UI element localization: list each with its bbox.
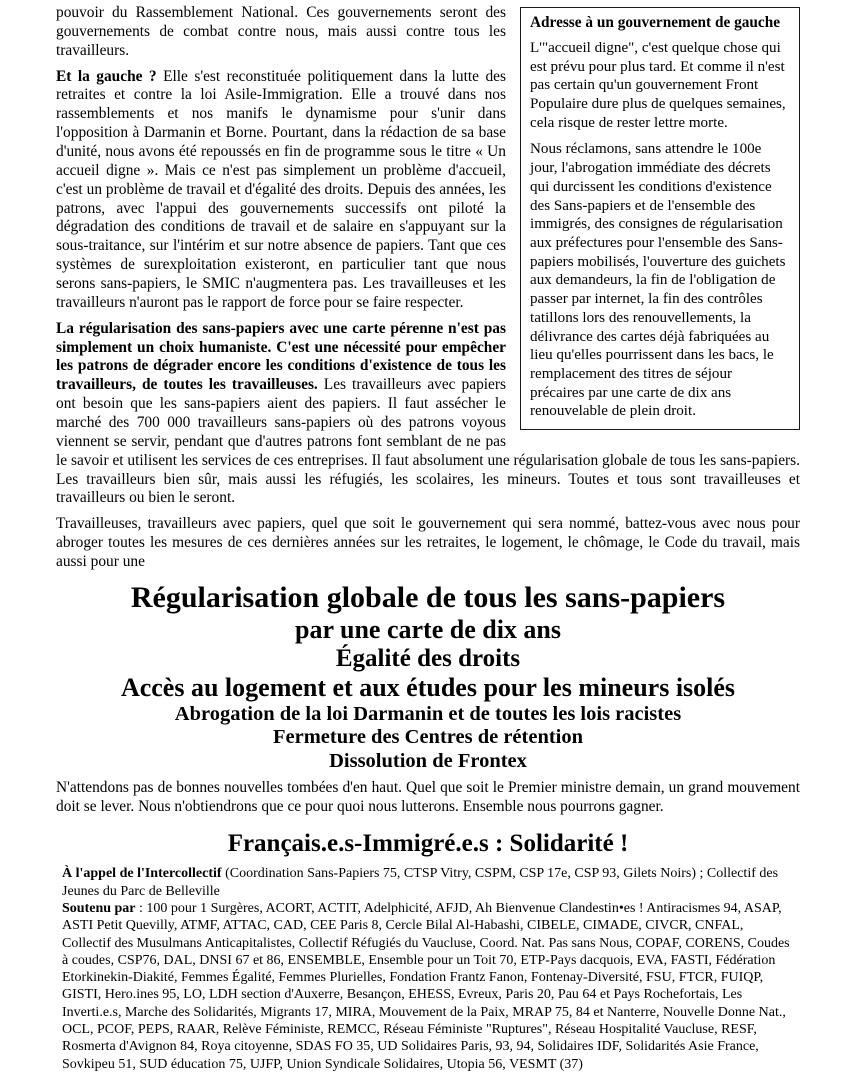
slogan-3: Égalité des droits [335, 644, 521, 672]
final-heading: Français.e.s-Immigré.e.s : Solidarité ! [227, 829, 629, 857]
body-paragraph-4: Travailleuses, travailleurs avec papiers, quel que soit le gouvernement qui sera nommé, battez-vous avec nous pour abroger toutes les mesures de ces dernières années sur les retraites, le logement, le chômage, le Code du travail, mais aussi pour une [56, 515, 800, 571]
signatories-block [56, 865, 800, 1072]
call-rest: (Coordination Sans-Papiers 75, CTSP Vitry, CSPM, CSP 17e, CSP 93, Gilets Noirs) ; Collectif des Jeunes du Parc de Belleville [62, 866, 779, 899]
callout-title: Adresse à un gouvernement de gauche [530, 14, 780, 31]
support-rest: : 100 pour 1 Surgères, ACORT, ACTIT, Adelphicité, AFJD, Ah Bienvenue Clandestin•es ! Antiracismes 94, ASAP, ASTI Petit Quevilly, ATMF, ATTAC, CAD, CEE Paris 8, Cercle Bilal Al-Habashi, CIBELE, CIMADE, CIVCR, CNFAL, Collectif des Musulmans Anticapitalistes, Collectif Réfugiés du Vaucluse, Coord. Nat. Pas sans Nous, COPAF, CORENS, Coudes à coudes, CSP76, DAL, DNSI 67 et 86, ENSEMBLE, Ensemble pour un Toit 70, ETP-Pays dacquois, EVA, FASTI, Fédération Etorkinekin-Diakité, Femmes Égalité, Femmes Plurielles, Fondation Frantz Fanon, Fontenay-Diversité, FSU, FTCR, FUIQP, GISTI, Hero.ines 95, LO, LDH section d'Auxerre, Besançon, EHESS, Evreux, Paris 20, Pau 64 et Pays Rochefortais, Les Inverti.e.s, Marche des Solidarités, Migrants 17, MIRA, Mouvement de la Paix, MRAP 75, 84 et Nanterre, Nouvelle Donne Nat., OCL, PCOF, PEPS, RAAR, Relève Féministe, REMCC, Réseau Féministe "Ruptures", Réseau Hospitalité Vaucluse, RESF, Rosmerta d'Avignon 84, Roya citoyenne, SDAS FO 35, UD Solidaires Paris, 93, 94, Solidaires IDF, Solidarités Asie France, Sovkipeu 51, SUD éducation 75, UJFP, Union Syndicale Solidaires, Utopia 56, VESMT (37) [62, 900, 790, 1072]
slogan-4: Accès au logement et aux études pour les mineurs isolés [120, 673, 736, 703]
callout-paragraph-1: L'"accueil digne", c'est quelque chose qui est prévu pour plus tard. Et comme il n'est pas certain qu'un gouvernement Front Populaire dure plus de quelques semaines, cela risque de rester lettre morte. [530, 39, 786, 131]
callout-paragraph-2: Nous réclamons, sans attendre le 100e jour, l'abrogation immédiate des décrets qui durcissent les conditions d'existence des Sans-papiers et de l'ensemble des immigrés, des consignes de régularisation aux préfectures pour l'ensemble des Sans-papiers mobilisés, l'ouverture des guichets aux demandeurs, la fin de l'obligation de passer par internet, la fin des contrôles tatillons lors des renouvellements, la délivrance des cartes déjà fabriquées au lieu qu'elles pourrissent dans les bacs, le remplacement des titres de séjour précaires par une carte de dix ans renouvelable de plein droit. [530, 141, 786, 420]
body-paragraph-2-rest: Elle s'est reconstituée politiquement dans la lutte des retraites et contre la loi Asile-Immigration. Elle a trouvé dans nos rassemblements et nos manifs le dynamisme pour s'unir dans l'opposition à Darmanin et Borne. Pourtant, dans la rédaction de sa base d'unité, nous avons été repoussés en fin de programme sous le titre « Un accueil digne ». Mais ce n'est pas simplement un problème d'accueil, c'est un problème de travail et d'égalité des droits. Depuis des années, les patrons, avec l'appui des gouvernements successifs ont piloté la dégradation des conditions de travail et de salaire en s'appuyant sur la sous-traitance, sur l'intérim et sur notre absence de papiers. Tant que ces systèmes de surexploitation existeront, en particulier tant que nous serons sans-papiers, le SMIC n'augmentera pas. Les travailleuses et les travailleurs n'auront pas le rapport de force pour se faire respecter. [56, 67, 506, 311]
body-paragraph-2-lead: Et la gauche ? [56, 67, 157, 85]
slogan-list [56, 581, 800, 773]
support-line [62, 900, 792, 1073]
slogan-2: par une carte de dix ans [294, 615, 562, 645]
slogan-1: Régularisation globale de tous les sans-papiers [130, 580, 726, 614]
slogan-5: Abrogation de la loi Darmanin et de toutes les lois racistes [174, 702, 682, 725]
call-line [62, 865, 792, 900]
closing-paragraph-block [56, 779, 800, 817]
body-paragraph-1: pouvoir du Rassemblement National. Ces gouvernements seront des gouvernements de combat contre nous, mais aussi contre tous les travailleurs. [56, 4, 506, 59]
body-paragraph-3-lead: La régularisation des sans-papiers avec une carte pérenne n'est pas simplement un choix humaniste. C'est une nécessité pour empêcher les patrons de dégrader encore les conditions d'existence de tous les travailleurs, de toutes les travailleuses. [56, 319, 506, 394]
slogan-7: Dissolution de Frontex [329, 749, 527, 772]
call-lead: À l'appel de l'Intercollectif [62, 866, 222, 882]
support-lead: Soutenu par [62, 900, 136, 916]
callout-box [520, 7, 800, 430]
body-paragraph-3-rest: Les travailleurs avec papiers ont besoin que les sans-papiers aient des papiers. Il faut assécher le marché des 700 000 travailleurs sans-papiers où des patrons voyous viennent se servir, pendant que d'autres patrons font semblant de ne pas le savoir et utilisent les services de ces entreprises. Il faut absolument une régularisation globale de tous les sans-papiers. Les travailleurs bien sûr, mais aussi les réfugiés, les scolaires, les mineurs. Toutes et tous sont travailleuses et travailleurs ou bien le seront. [56, 376, 800, 507]
slogan-6: Fermeture des Centres de rétention [272, 726, 584, 749]
body-paragraph-5: N'attendons pas de bonnes nouvelles tombées d'en haut. Quel que soit le Premier ministre demain, un grand mouvement doit se lever. Nous n'obtiendrons que ce pour quoi nous lutterons. Ensemble nous pourrons gagner. [56, 778, 800, 815]
